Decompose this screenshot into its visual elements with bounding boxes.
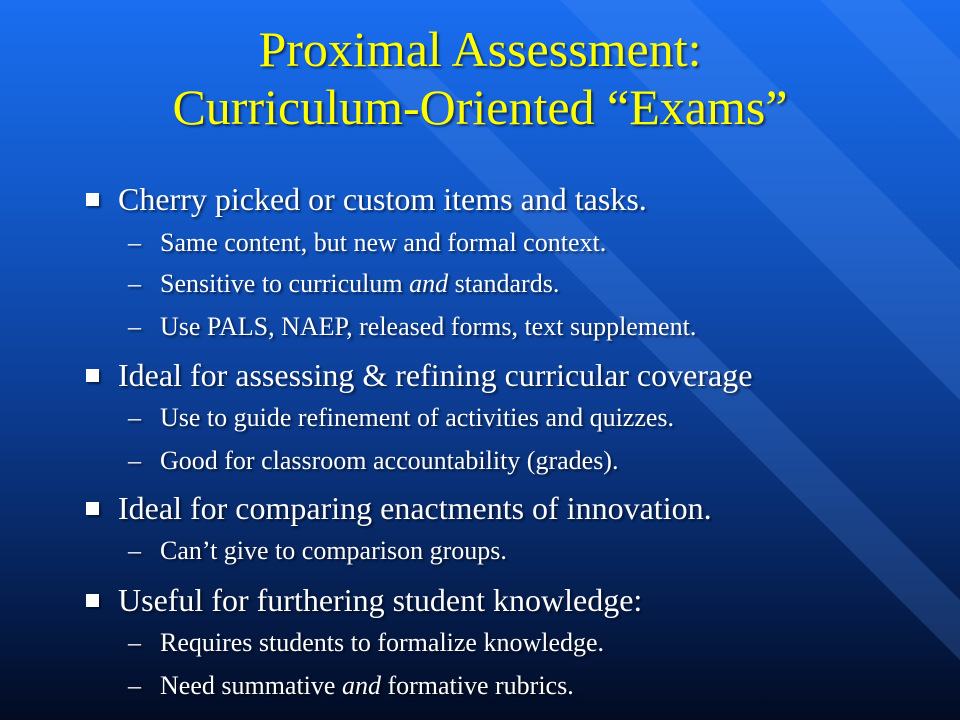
bullet-text: Ideal for comparing enactments of innovation.: [118, 490, 712, 526]
bullet-text: Ideal for assessing & refining curricular coverage: [118, 357, 753, 393]
dash-marker: –: [128, 312, 141, 341]
square-bullet-icon: [86, 502, 99, 515]
dash-marker: –: [128, 536, 141, 565]
sub-bullet-text: Good for classroom accountability (grades).: [160, 446, 619, 475]
dash-marker: –: [128, 671, 141, 700]
sub-bullet-text: Use to guide refinement of activities and quizzes.: [160, 403, 675, 432]
sub-bullet-text: Can’t give to comparison groups.: [160, 536, 507, 565]
dash-marker: –: [128, 228, 141, 257]
dash-marker: –: [128, 446, 141, 475]
bullet-text: Useful for furthering student knowledge:: [118, 582, 643, 618]
sub-bullet-text: Requires students to formalize knowledge.: [160, 628, 605, 657]
sub-bullet-text: Use PALS, NAEP, released forms, text supplement.: [160, 312, 697, 341]
emphasis-text: and: [341, 671, 381, 700]
title-line-2: Curriculum-Oriented “Exams”: [172, 79, 788, 135]
emphasis-text: and: [409, 269, 449, 298]
dash-marker: –: [128, 628, 141, 657]
square-bullet-icon: [86, 193, 99, 206]
title-line-1: Proximal Assessment:: [258, 21, 702, 77]
sub-bullet-text-part: standards.: [448, 269, 560, 298]
dash-marker: –: [128, 403, 141, 432]
sub-bullet-text-part: Sensitive to curriculum: [160, 269, 410, 298]
dash-marker: –: [128, 269, 141, 298]
square-bullet-icon: [86, 369, 99, 382]
bullet-text: Cherry picked or custom items and tasks.: [118, 181, 647, 217]
sub-bullet-text: [160, 670, 574, 702]
square-bullet-icon: [86, 594, 99, 607]
sub-bullet-text: [160, 268, 559, 300]
sub-bullet-text: Same content, but new and formal context.: [160, 228, 607, 257]
sub-bullet-text-part: formative rubrics.: [380, 671, 574, 700]
sub-bullet-text-part: Need summative: [160, 671, 342, 700]
